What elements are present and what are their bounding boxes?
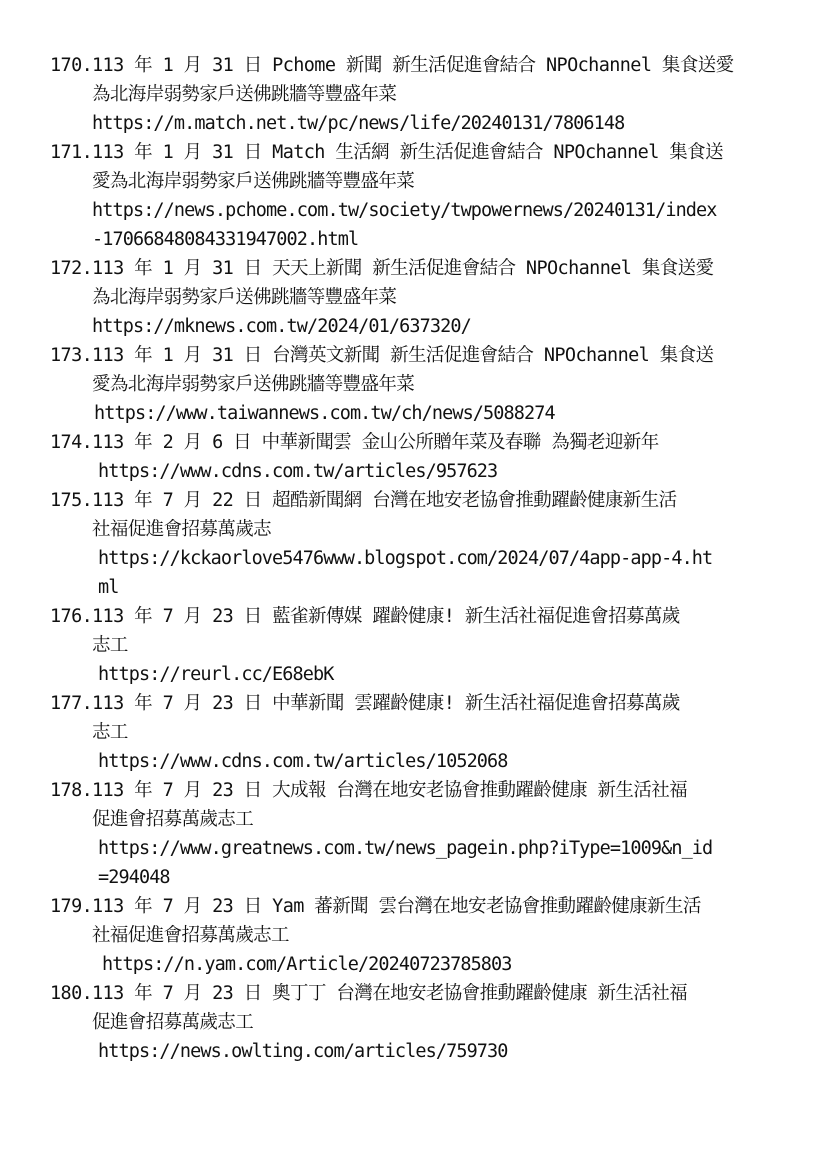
entry-170-title-cont: 為北海岸弱勢家戶送佛跳牆等豐盛年菜 <box>92 84 397 105</box>
entry-177-url[interactable]: https://www.cdns.com.tw/articles/1052068 <box>98 751 508 772</box>
entry-170-title: 113 年 1 月 31 日 Pchome 新聞 新生活促進會結合 NPOchannel 集食送愛 <box>92 55 734 76</box>
entry-171-number: 171. <box>50 142 93 163</box>
entry-173-url[interactable]: https://www.taiwannews.com.tw/ch/news/5088274 <box>94 403 555 424</box>
entry-178-url-cont[interactable]: =294048 <box>98 867 170 888</box>
entry-179-url[interactable]: https://n.yam.com/Article/20240723785803 <box>102 954 512 975</box>
entry-172-title-cont: 為北海岸弱勢家戶送佛跳牆等豐盛年菜 <box>92 287 397 308</box>
entry-173-title: 113 年 1 月 31 日 台灣英文新聞 新生活促進會結合 NPOchannel 集食送 <box>92 345 714 366</box>
entry-177-title-cont: 志工 <box>92 722 128 743</box>
entry-180-title-cont: 促進會招募萬歲志工 <box>92 1012 254 1033</box>
entry-172-number: 172. <box>50 258 93 279</box>
entry-177-number: 177. <box>50 693 93 714</box>
entry-173-title-cont: 愛為北海岸弱勢家戶送佛跳牆等豐盛年菜 <box>92 374 415 395</box>
entry-171-title-cont: 愛為北海岸弱勢家戶送佛跳牆等豐盛年菜 <box>92 171 415 192</box>
entry-174-number: 174. <box>50 432 93 453</box>
entry-175-title: 113 年 7 月 22 日 超酷新聞網 台灣在地安老協會推動躍齡健康新生活 <box>92 490 677 511</box>
entry-171-title: 113 年 1 月 31 日 Match 生活網 新生活促進會結合 NPOchannel 集食送 <box>92 142 723 163</box>
entry-178-number: 178. <box>50 780 93 801</box>
entry-175-number: 175. <box>50 490 93 511</box>
entry-176-title: 113 年 7 月 23 日 藍雀新傳媒 躍齡健康! 新生活社福促進會招募萬歲 <box>92 606 680 627</box>
entry-173-number: 173. <box>50 345 93 366</box>
entry-170-url[interactable]: https://m.match.net.tw/pc/news/life/20240131/7806148 <box>92 113 625 134</box>
entry-180-url[interactable]: https://news.owlting.com/articles/759730 <box>98 1041 508 1062</box>
entry-172-url[interactable]: https://mknews.com.tw/2024/01/637320/ <box>92 316 471 337</box>
entry-175-title-cont: 社福促進會招募萬歲志 <box>92 519 272 540</box>
entry-179-title-cont: 社福促進會招募萬歲志工 <box>92 925 289 946</box>
entry-178-title: 113 年 7 月 23 日 大成報 台灣在地安老協會推動躍齡健康 新生活社福 <box>92 780 688 801</box>
entry-177-title: 113 年 7 月 23 日 中華新聞 雲躍齡健康! 新生活社福促進會招募萬歲 <box>92 693 680 714</box>
entry-179-title: 113 年 7 月 23 日 Yam 蕃新聞 雲台灣在地安老協會推動躍齡健康新生活 <box>92 896 701 917</box>
entry-171-url-cont[interactable]: -17066848084331947002.html <box>92 229 359 250</box>
entry-176-title-cont: 志工 <box>92 635 128 656</box>
entry-178-url[interactable]: https://www.greatnews.com.tw/news_pagein.php?iType=1009&n_id <box>98 838 713 859</box>
entry-174-title: 113 年 2 月 6 日 中華新聞雲 金山公所贈年菜及春聯 為獨老迎新年 <box>92 432 659 453</box>
entry-180-number: 180. <box>50 983 93 1004</box>
entry-180-title: 113 年 7 月 23 日 奧丁丁 台灣在地安老協會推動躍齡健康 新生活社福 <box>92 983 688 1004</box>
entry-175-url[interactable]: https://kckaorlove5476www.blogspot.com/2024/07/4app-app-4.ht <box>98 548 713 569</box>
entry-178-title-cont: 促進會招募萬歲志工 <box>92 809 254 830</box>
entry-171-url[interactable]: https://news.pchome.com.tw/society/twpowernews/20240131/index <box>92 200 717 221</box>
entry-170-number: 170. <box>50 55 93 76</box>
entry-176-url[interactable]: https://reurl.cc/E68ebK <box>98 664 334 685</box>
entry-179-number: 179. <box>50 896 93 917</box>
entry-172-title: 113 年 1 月 31 日 天天上新聞 新生活促進會結合 NPOchannel 集食送愛 <box>92 258 714 279</box>
entry-176-number: 176. <box>50 606 93 627</box>
entry-174-url[interactable]: https://www.cdns.com.tw/articles/957623 <box>98 461 498 482</box>
entry-175-url-cont[interactable]: ml <box>98 577 119 598</box>
